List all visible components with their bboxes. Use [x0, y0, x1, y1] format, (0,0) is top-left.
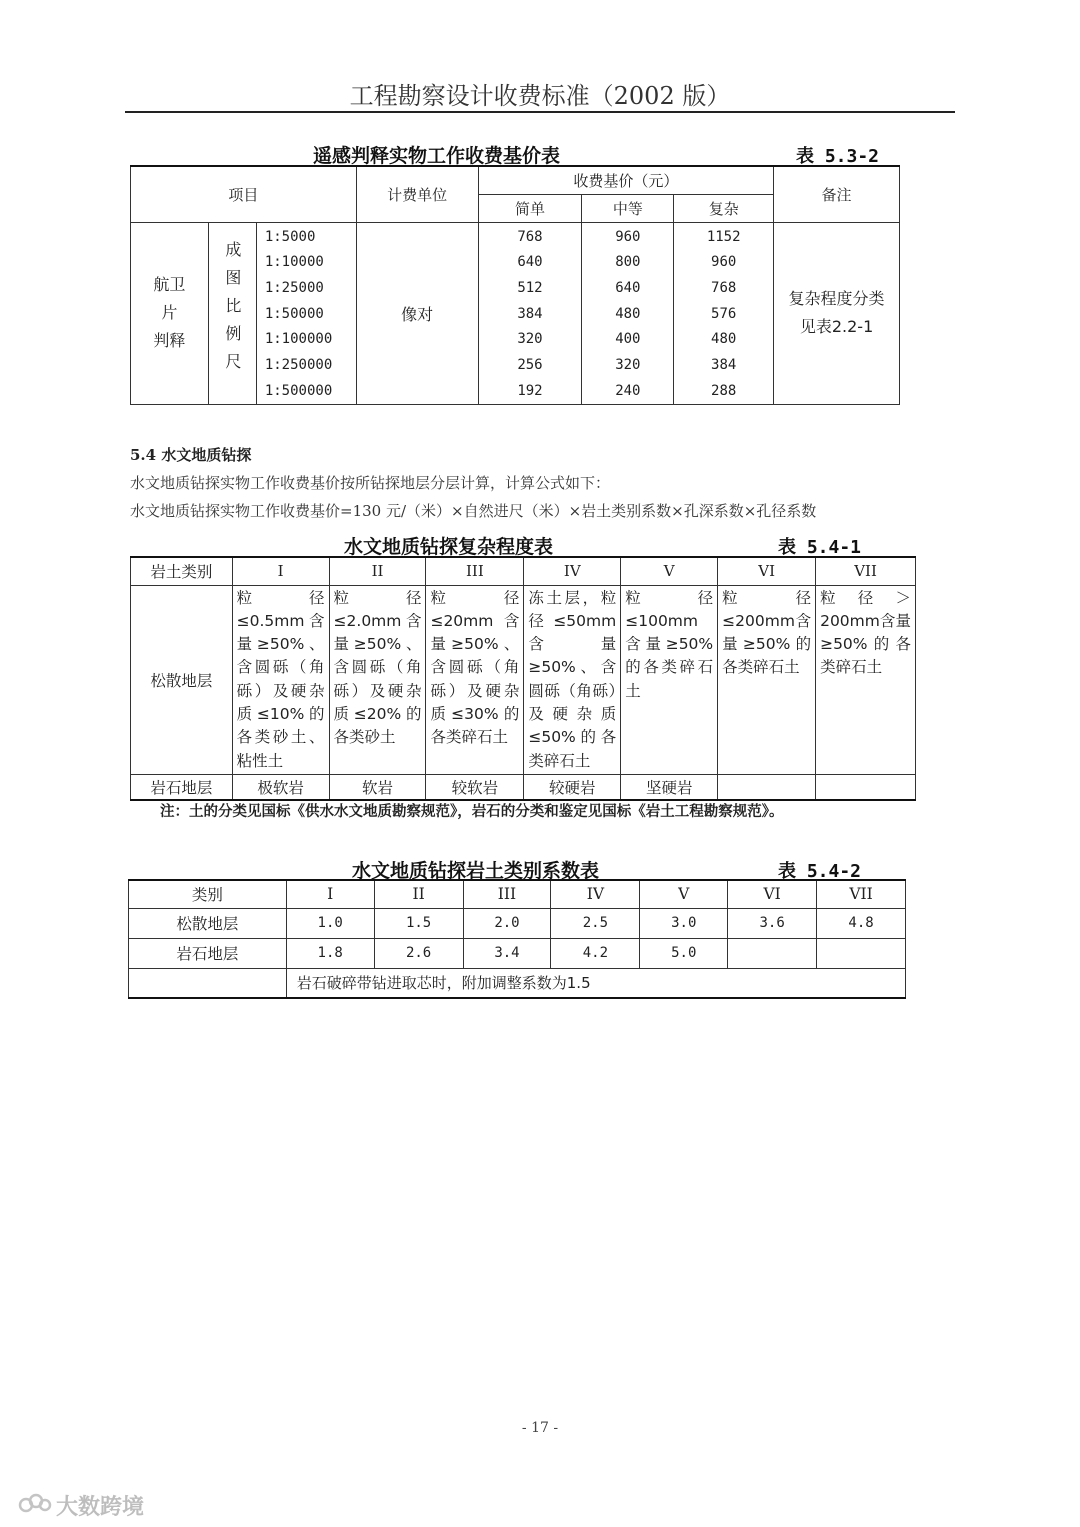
unit-cell: 像对 [356, 222, 478, 405]
table-542-number: 表 5.4-2 [778, 861, 862, 882]
watermark-logo-icon [18, 1491, 52, 1521]
category-line: 判释 [153, 331, 186, 351]
head-complex: 复杂 [674, 194, 774, 222]
category-line: 片 [161, 303, 178, 323]
coef-cell: 2.6 [374, 938, 463, 968]
category-cell [131, 222, 209, 405]
scale-value: 1:5000 [264, 228, 316, 245]
class-head-label: 岩土类别 [131, 557, 233, 585]
watermark [18, 1490, 144, 1521]
class-head: VI [728, 880, 817, 908]
price-value: 576 [711, 305, 737, 322]
price-value: 480 [615, 305, 641, 322]
rock-cell [718, 774, 816, 800]
category-line: 航卫 [153, 275, 186, 295]
rock-label: 岩石地层 [129, 938, 287, 968]
loose-cell: 粒径≤0.5mm含量≥50%、含圆砾（角砾）及硬杂质≤10%的各类砂土、粘性土 [232, 585, 329, 774]
coef-cell: 1.0 [286, 908, 374, 938]
rock-cell: 极软岩 [232, 774, 329, 800]
scale-value: 1:25000 [264, 279, 324, 296]
class-head: VII [817, 880, 906, 908]
coef-cell [817, 938, 906, 968]
class-head: VII [816, 557, 916, 585]
coef-cell: 1.8 [286, 938, 374, 968]
table-542 [128, 879, 906, 999]
loose-cell: 粒径＞200mm含量≥50%的各类碎石土 [816, 585, 916, 774]
section-heading: 5.4 水文地质钻探 [130, 446, 252, 464]
head-unit: 计费单位 [356, 166, 478, 222]
coef-cell: 3.6 [728, 908, 817, 938]
rock-label: 岩石地层 [131, 774, 233, 800]
coef-cell: 3.0 [640, 908, 728, 938]
class-head: IV [551, 880, 640, 908]
class-head: V [640, 880, 728, 908]
coef-cell: 4.2 [551, 938, 640, 968]
remark-cell [774, 222, 900, 405]
complex-column [674, 222, 774, 405]
class-head: II [329, 557, 426, 585]
table-532-number: 表 5.3-2 [796, 146, 880, 167]
section-formula: 水文地质钻探实物工作收费基价=130 元/（米）×自然进尺（米）×岩土类别系数×孔深系数×孔径系数 [130, 502, 817, 520]
rock-cell: 较软岩 [426, 774, 524, 800]
remark-line: 见表2.2-1 [799, 317, 874, 337]
section-paragraph-1: 水文地质钻探实物工作收费基价按所钻探地层分层计算，计算公式如下： [130, 474, 611, 492]
price-value: 960 [615, 228, 641, 245]
class-head: I [232, 557, 329, 585]
price-value: 640 [615, 279, 641, 296]
class-head: III [426, 557, 524, 585]
remark-line: 复杂程度分类 [788, 289, 885, 309]
loose-cell: 粒径≤20mm含量≥50%、含圆砾（角砾）及硬杂质≤30%的各类碎石土 [426, 585, 524, 774]
table-542-title: 水文地质钻探岩土类别系数表 [352, 860, 600, 882]
head-item: 项目 [131, 166, 357, 222]
loose-cell: 粒径≤2.0mm含量≥50%、含圆砾（角砾）及硬杂质≤20%的各类砂土 [329, 585, 426, 774]
coef-cell: 2.5 [551, 908, 640, 938]
price-value: 512 [517, 279, 543, 296]
price-value: 256 [517, 357, 543, 374]
price-value: 192 [517, 382, 543, 399]
price-value: 640 [517, 254, 543, 271]
class-head-label: 类别 [129, 880, 287, 908]
loose-cell: 冻土层，粒径≤50mm含量≥50%、含圆砾（角砾）及硬杂质≤50%的各类碎石土 [524, 585, 621, 774]
loose-label: 松散地层 [129, 908, 287, 938]
header-rule [125, 111, 955, 113]
price-value: 800 [615, 254, 641, 271]
table-541-note: 注：土的分类见国标《供水水文地质勘察规范》，岩石的分类和鉴定见国标《岩土工程勘察规范》。 [160, 804, 784, 820]
scale-label: 成图比例尺 [222, 241, 242, 382]
loose-cell: 粒径≤100mm含量≥50%的各类碎石土 [621, 585, 718, 774]
price-value: 320 [517, 331, 543, 348]
price-value: 960 [711, 254, 737, 271]
page-header-title: 工程勘察设计收费标准（2002 版） [349, 82, 731, 110]
class-head: I [286, 880, 374, 908]
head-remark: 备注 [774, 166, 900, 222]
medium-column [582, 222, 674, 405]
price-value: 384 [711, 357, 737, 374]
price-value: 400 [615, 331, 641, 348]
scale-value: 1:250000 [264, 357, 333, 374]
rock-cell: 较硬岩 [524, 774, 621, 800]
price-value: 768 [517, 228, 543, 245]
scale-label-cell [208, 222, 256, 405]
page-number: - 17 - [521, 1420, 559, 1436]
scale-value: 1:100000 [264, 331, 333, 348]
price-value: 384 [517, 305, 543, 322]
head-medium: 中等 [582, 194, 674, 222]
rock-cell [816, 774, 916, 800]
coef-cell [728, 938, 817, 968]
table-541-number: 表 5.4-1 [778, 537, 862, 558]
table-541-title: 水文地质钻探复杂程度表 [344, 536, 554, 558]
scale-column [256, 222, 356, 405]
table-532 [130, 165, 900, 405]
price-value: 320 [615, 357, 641, 374]
simple-column [478, 222, 582, 405]
class-head: VI [718, 557, 816, 585]
rock-cell: 软岩 [329, 774, 426, 800]
price-value: 768 [711, 279, 737, 296]
price-value: 288 [711, 382, 737, 399]
watermark-text: 大数跨境 [56, 1495, 145, 1520]
loose-label: 松散地层 [131, 585, 233, 774]
table-532-title: 遥感判释实物工作收费基价表 [313, 145, 561, 167]
scale-value: 1:10000 [264, 254, 324, 271]
head-simple: 简单 [478, 194, 582, 222]
price-value: 480 [711, 331, 737, 348]
class-head: II [374, 880, 463, 908]
scale-value: 1:50000 [264, 305, 324, 322]
coef-cell: 3.4 [463, 938, 551, 968]
coef-cell: 1.5 [374, 908, 463, 938]
table-541 [130, 556, 916, 801]
class-head: IV [524, 557, 621, 585]
loose-cell: 粒径≤200mm含量≥50%的各类碎石土 [718, 585, 816, 774]
coef-cell: 2.0 [463, 908, 551, 938]
price-value: 240 [615, 382, 641, 399]
class-head: III [463, 880, 551, 908]
note-label-empty [129, 968, 287, 998]
class-head: V [621, 557, 718, 585]
head-price: 收费基价（元） [478, 166, 774, 194]
rock-cell: 坚硬岩 [621, 774, 718, 800]
table-542-note: 岩石破碎带钻进取芯时，附加调整系数为1.5 [286, 968, 905, 998]
coef-cell: 4.8 [817, 908, 906, 938]
scale-value: 1:500000 [264, 382, 333, 399]
price-value: 1152 [706, 228, 741, 245]
coef-cell: 5.0 [640, 938, 728, 968]
